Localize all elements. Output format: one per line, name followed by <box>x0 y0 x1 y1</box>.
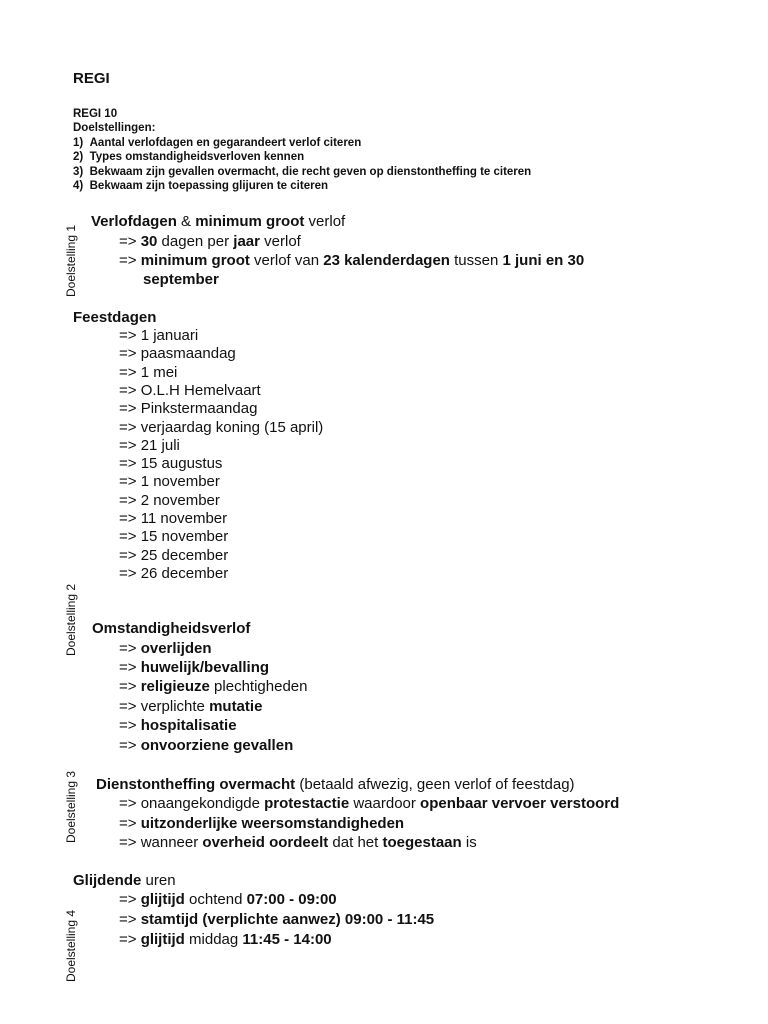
glijdende-heading: Glijdende uren <box>73 872 176 889</box>
dienstontheffing-item: => onaangekondigde protestactie waardoor openbaar vervoer verstoord <box>119 795 620 812</box>
feestdag-item: => Pinkstermaandag <box>119 400 258 418</box>
section1-line: => minimum groot verlof van 23 kalenderdagen tussen 1 juni en 30 <box>119 252 585 269</box>
side-label-4: Doelstelling 4 <box>64 909 78 982</box>
feestdag-item: => 1 mei <box>119 363 178 381</box>
feestdag-item: => verjaardag koning (15 april) <box>119 418 324 436</box>
feestdag-item: => O.L.H Hemelvaart <box>119 381 261 399</box>
glijdende-item: => glijtijd middag 11:45 - 14:00 <box>119 931 332 948</box>
objective-item: 2) Types omstandigheidsverloven kennen <box>73 151 305 163</box>
section1-line-cont: september <box>143 271 219 288</box>
objective-item: 3) Bekwaam zijn gevallen overmacht, die recht geven op dienstontheffing te citeren <box>73 166 532 178</box>
feestdag-item: => 25 december <box>119 546 229 564</box>
omstandigheid-item: => hospitalisatie <box>119 717 237 734</box>
section1-line: => 30 dagen per jaar verlof <box>119 233 301 250</box>
dienstontheffing-heading: Dienstontheffing overmacht (betaald afwezig, geen verlof of feestdag) <box>96 776 575 793</box>
objective-item: 4) Bekwaam zijn toepassing glijuren te citeren <box>73 180 328 192</box>
feestdag-item: => 26 december <box>119 564 229 582</box>
feestdagen-heading: Feestdagen <box>73 309 157 326</box>
side-label-1: Doelstelling 1 <box>64 224 78 297</box>
omstandigheid-item: => overlijden <box>119 640 212 657</box>
feestdag-item: => 1 januari <box>119 327 199 344</box>
feestdag-item: => 15 augustus <box>119 455 223 473</box>
omstandigheid-item: => huwelijk/bevalling <box>119 659 270 676</box>
feestdag-item: => 15 november <box>119 528 229 546</box>
feestdag-item: => 21 juli <box>119 436 180 454</box>
glijdende-item: => glijtijd ochtend 07:00 - 09:00 <box>119 891 337 908</box>
objective-item: 1) Aantal verlofdagen en gegarandeert verlof citeren <box>73 137 362 149</box>
dienstontheffing-item: => uitzonderlijke weersomstandigheden <box>119 815 405 832</box>
side-label-2: Doelstelling 2 <box>64 583 78 656</box>
side-label-3: Doelstelling 3 <box>64 770 78 843</box>
sub-heading: REGI 10 <box>73 108 118 120</box>
page-title: REGI <box>73 70 110 87</box>
dienstontheffing-item: => wanneer overheid oordeelt dat het toegestaan is <box>119 834 477 851</box>
feestdag-item: => 2 november <box>119 491 220 509</box>
omstandigheid-item: => verplichte mutatie <box>119 698 263 715</box>
feestdag-item: => 11 november <box>119 510 228 527</box>
omstandigheid-item: => onvoorziene gevallen <box>119 737 294 754</box>
objectives-label: Doelstellingen: <box>73 122 156 134</box>
glijdende-item: => stamtijd (verplichte aanwez) 09:00 - 11:45 <box>119 911 435 928</box>
omstandigheid-item: => religieuze plechtigheden <box>119 678 308 695</box>
feestdag-item: => 1 november <box>119 473 220 491</box>
feestdag-item: => paasmaandag <box>119 345 236 363</box>
section1-heading: Verlofdagen & minimum groot verlof <box>91 213 346 230</box>
omstandigheid-heading: Omstandigheidsverlof <box>92 620 251 637</box>
